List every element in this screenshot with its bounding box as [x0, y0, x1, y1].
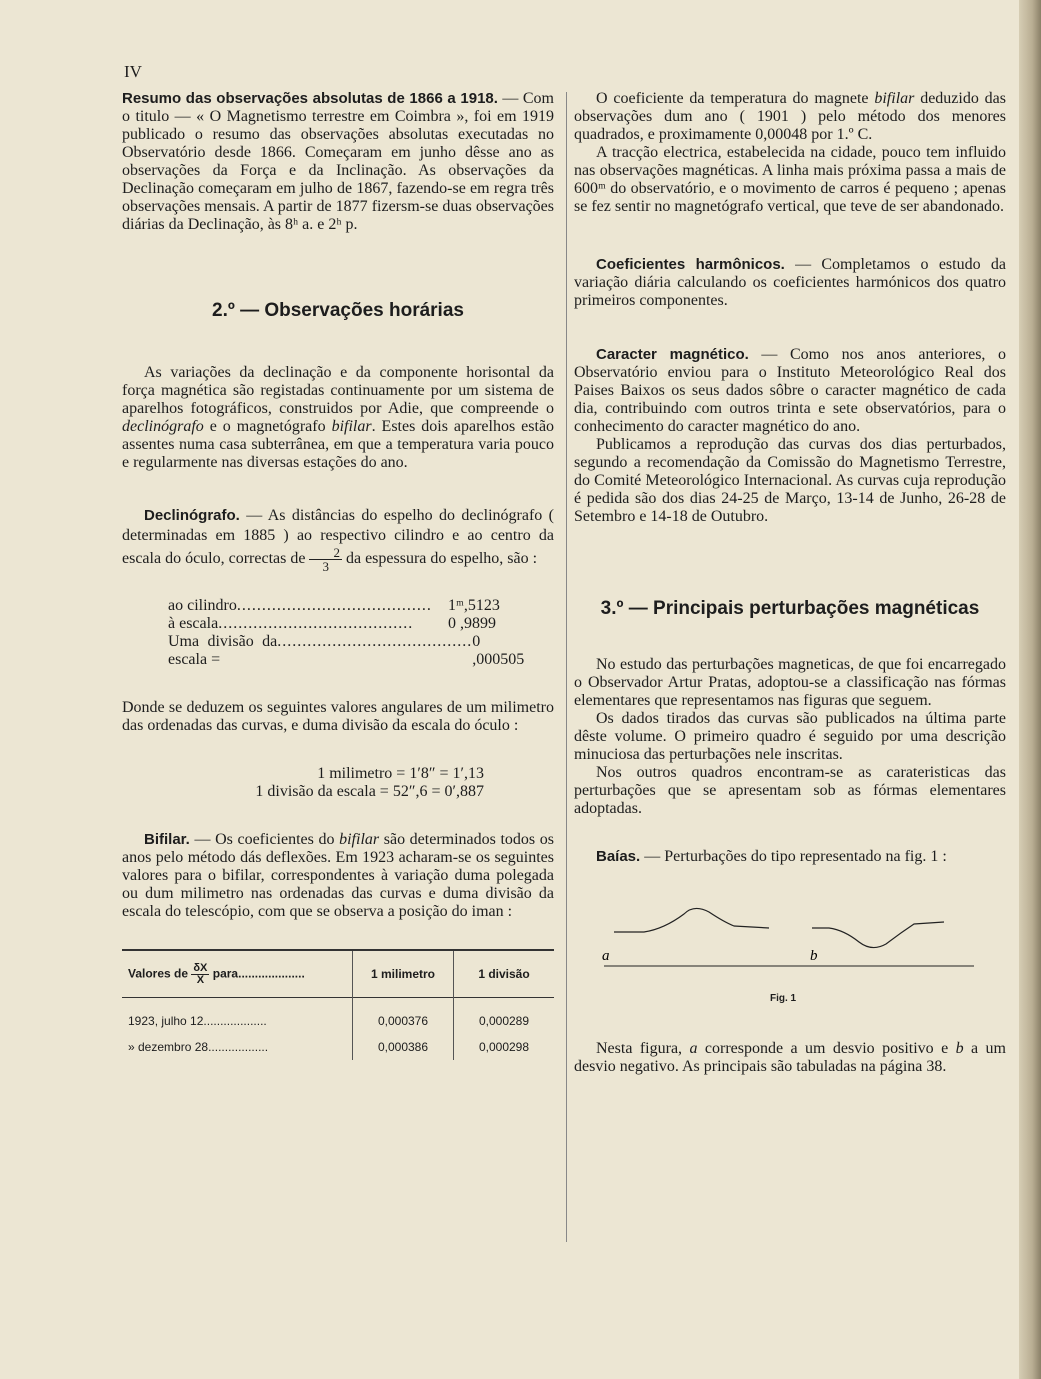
figure-label-b: b — [810, 948, 818, 964]
bifilar-text-2: são determinados todos os anos pelo método dás deflexões. Em 1923 acharam-se os seguintes valores para o bifilar, correspondentes à variação duma polegada ou dum milimetro nas ordenadas das curvas e duma divisão da escala do telescópio, com que se observa a posição do iman : — [122, 831, 554, 920]
bifilar-paragraph — [122, 831, 554, 921]
right-column — [574, 90, 1006, 1076]
coef-temp-paragraph — [574, 90, 1006, 144]
leader-dots: ....................................... — [277, 633, 473, 650]
table-row — [122, 1034, 554, 1060]
bifilar-italic: bifilar — [339, 831, 380, 848]
leader-dots: .................... — [238, 966, 305, 981]
bifilar-table — [122, 949, 554, 1060]
caracter-heading: Caracter magnético. — [596, 346, 749, 363]
coef-temp-text-1: O coeficiente da temperatura do magnete — [596, 90, 875, 107]
leader-dots: .................. — [208, 1040, 269, 1054]
final-italic-b: b — [955, 1040, 964, 1057]
column-divider — [566, 92, 567, 1242]
fraction-numerator: 2 — [309, 546, 342, 560]
table-header-mm: 1 milimetro — [353, 950, 454, 998]
fraction-two-thirds — [309, 546, 342, 573]
section-3-title: 3.º — Principais perturbações magnéticas — [600, 598, 980, 619]
table-cell-label — [122, 1034, 353, 1060]
leader-dots: ....................................... — [236, 597, 432, 614]
value-row — [168, 633, 528, 669]
intro-italic-declinografo: declinógrafo — [122, 418, 204, 435]
resumo-heading: Resumo das observações absolutas de 1866 a 1918. — [122, 90, 498, 107]
value-number: 0 ,000505 — [472, 633, 525, 668]
bay-curves-figure — [574, 884, 1006, 984]
coef-temp-italic: bifilar — [874, 90, 915, 107]
value-label: à escala — [168, 615, 219, 632]
value-number: 0 ,9899 — [448, 615, 496, 632]
table-cell-div: 0,000298 — [454, 1034, 555, 1060]
table-cell-mm: 0,000386 — [353, 1034, 454, 1060]
conversion-line-1: 1 milimetro = 1′8″ = 1′,13 — [317, 765, 484, 782]
bifilar-text-1: — Os coeficientes do — [189, 831, 340, 848]
header-fraction-den: X — [196, 973, 205, 986]
value-label: ao cilindro — [168, 597, 237, 614]
conversion-line-2: 1 divisão da escala = 52″,6 = 0′,887 — [255, 783, 484, 800]
value-label: Uma divisão da escala = — [168, 633, 278, 668]
harmonicos-text: — Completamos o estudo da variação diária calculando os coeficientes harmónicos dos quatro primeiros componentes. — [574, 256, 1006, 309]
declinografo-text-1: — As distâncias do espelho do declinógrafo ( determinadas em 1885 ) ao respectivo cilindro e ao centro da escala do óculo, correctas de — [122, 507, 554, 568]
coef-temp-text-2: deduzido das observações dum ano ( 1901 ) pelo método dos menores quadrados, e proximamente 0,00048 por 1.º C. — [574, 90, 1006, 143]
baias-heading: Baías. — [596, 848, 641, 865]
caracter-paragraph — [574, 346, 1006, 436]
declinografo-text-2: da espessura do espelho, são : — [345, 550, 538, 568]
intro-text-1: As variações da declinação e da componente horisontal da força magnética são registadas continuamente por um sistema de aparelhos fotográficos, construidos por Adie, que compreende o — [122, 364, 554, 417]
resumo-text: — Com o titulo — « O Magnetismo terrestre em Coimbra », foi em 1919 publicado o resumo das observações absolutas executadas no Observatório desde 1866. Começaram em junho dêsse ano as observações da Força e da Inclinação. As observações da Declinação começaram em julho de 1867, fazendo-se em regra três observações mensais. A partir de 1877 fizersm-se duas observações diárias da Declinação, às 8ʰ a. e 2ʰ p. — [122, 90, 554, 233]
leader-dots: ....................................... — [218, 615, 414, 632]
fraction-denominator: 3 — [322, 559, 329, 574]
perturbacoes-paragraph-3: Nos outros quadros encontram-se as carateristicas das perturbações que se apresentam sob as fórmas elementares adoptadas. — [574, 764, 1006, 817]
baias-text: — Perturbações do tipo representado na fig. 1 : — [640, 848, 947, 865]
traccao-paragraph: A tracção electrica, estabelecida na cidade, pouco tem influido nas observações magnéticas. A linha mais próxima passa a mais de 600ᵐ do observatório, e o movimento de carros é pequeno ; apenas se fez sentir no magnetógrafo vertical, que teve de ser abandonado. — [574, 144, 1006, 215]
intro-paragraph — [122, 364, 554, 472]
intro-italic-bifilar: bifilar — [331, 418, 372, 435]
table-header-div: 1 divisão — [454, 950, 555, 998]
declinografo-paragraph — [122, 506, 554, 573]
left-column — [122, 90, 554, 1060]
positive-bay-curve — [614, 908, 769, 932]
caracter-paragraph-2: Publicamos a reprodução das curvas dos dias perturbados, segundo a recomendação da Comissão do Magnetismo Terrestre, do Comité Meteorológico Internacional. As curvas cuja reprodução é pedida são dos dias 24-25 de Março, 13-14 de Junho, 26-28 de Setembro e 14-18 de Outubro. — [574, 436, 1006, 525]
baias-paragraph — [574, 848, 1006, 866]
table-cell-label — [122, 998, 353, 1035]
declinografo-heading: Declinógrafo. — [144, 507, 240, 524]
header-suffix: para — [212, 966, 239, 981]
caracter-text: — Como nos anos anteriores, o Observatório enviou para o Instituto Meteorológico Real dos Paises Baixos os seus dados sôbre o caracter magnético de cada dia, contribuindo com outros trinta e sete observatórios, para o conhecimento do caracter magnético do ano. — [574, 346, 1006, 435]
figure-1 — [574, 884, 1006, 1004]
bifilar-heading: Bifilar. — [144, 831, 190, 848]
table-cell-div: 0,000289 — [454, 998, 555, 1035]
final-italic-a: a — [689, 1040, 698, 1057]
negative-bay-curve — [812, 922, 944, 948]
intro-text-3: . Estes dois aparelhos estão assentes numa casa subterrânea, em que a temperatura varia pouco e regularmente nas diversas estações do ano. — [122, 418, 555, 471]
table-header-label — [122, 950, 353, 998]
value-row — [168, 597, 528, 615]
perturbacoes-paragraph-2: Os dados tirados das curvas são publicados na última parte dêste volume. O primeiro quadro é seguido por uma descrição minuciosa das perturbações nele inscritas. — [574, 710, 1006, 763]
figure-label-a: a — [602, 948, 610, 964]
header-label-text: Valores de — [128, 966, 189, 981]
row-label: » dezembro 28 — [128, 1040, 209, 1054]
page-number: IV — [124, 62, 142, 81]
value-row — [168, 615, 528, 633]
intro-text-2: e o magnetógrafo — [209, 418, 326, 435]
harmonicos-heading: Coeficientes harmônicos. — [596, 256, 785, 273]
figure-caption: Fig. 1 — [770, 993, 797, 1004]
distance-values — [168, 597, 528, 669]
table-header-row — [122, 950, 554, 998]
final-text-1: Nesta figura, — [596, 1040, 690, 1057]
final-paragraph — [574, 1040, 1006, 1076]
resumo-paragraph — [122, 90, 554, 234]
perturbacoes-paragraph-1: No estudo das perturbações magneticas, de que foi encarregado o Observador Artur Pratas, adoptou-se a classificação nas fórmas elementares que representamos nas figuras que seguem. — [574, 656, 1006, 709]
donde-paragraph: Donde se deduzem os seguintes valores angulares de um milimetro das ordenadas das curvas, e duma divisão da escala do óculo : — [122, 699, 554, 734]
harmonicos-paragraph — [574, 256, 1006, 310]
final-text-2: corresponde a um desvio positivo e — [697, 1040, 956, 1057]
row-label: 1923, julho 12 — [128, 1014, 204, 1028]
section-2-title: 2.º — Observações horárias — [212, 300, 464, 321]
conversion-lines — [122, 765, 554, 801]
final-text-3: a um desvio negativo. As principais são tabuladas na página 38. — [574, 1040, 1006, 1075]
leader-dots: ................... — [203, 1014, 267, 1028]
value-number: 1ᵐ,5123 — [448, 597, 500, 614]
header-fraction-num: δX — [193, 961, 208, 974]
header-fraction — [191, 963, 209, 986]
table-row — [122, 998, 554, 1035]
table-cell-mm: 0,000376 — [353, 998, 454, 1035]
page-edge — [1019, 0, 1041, 1379]
